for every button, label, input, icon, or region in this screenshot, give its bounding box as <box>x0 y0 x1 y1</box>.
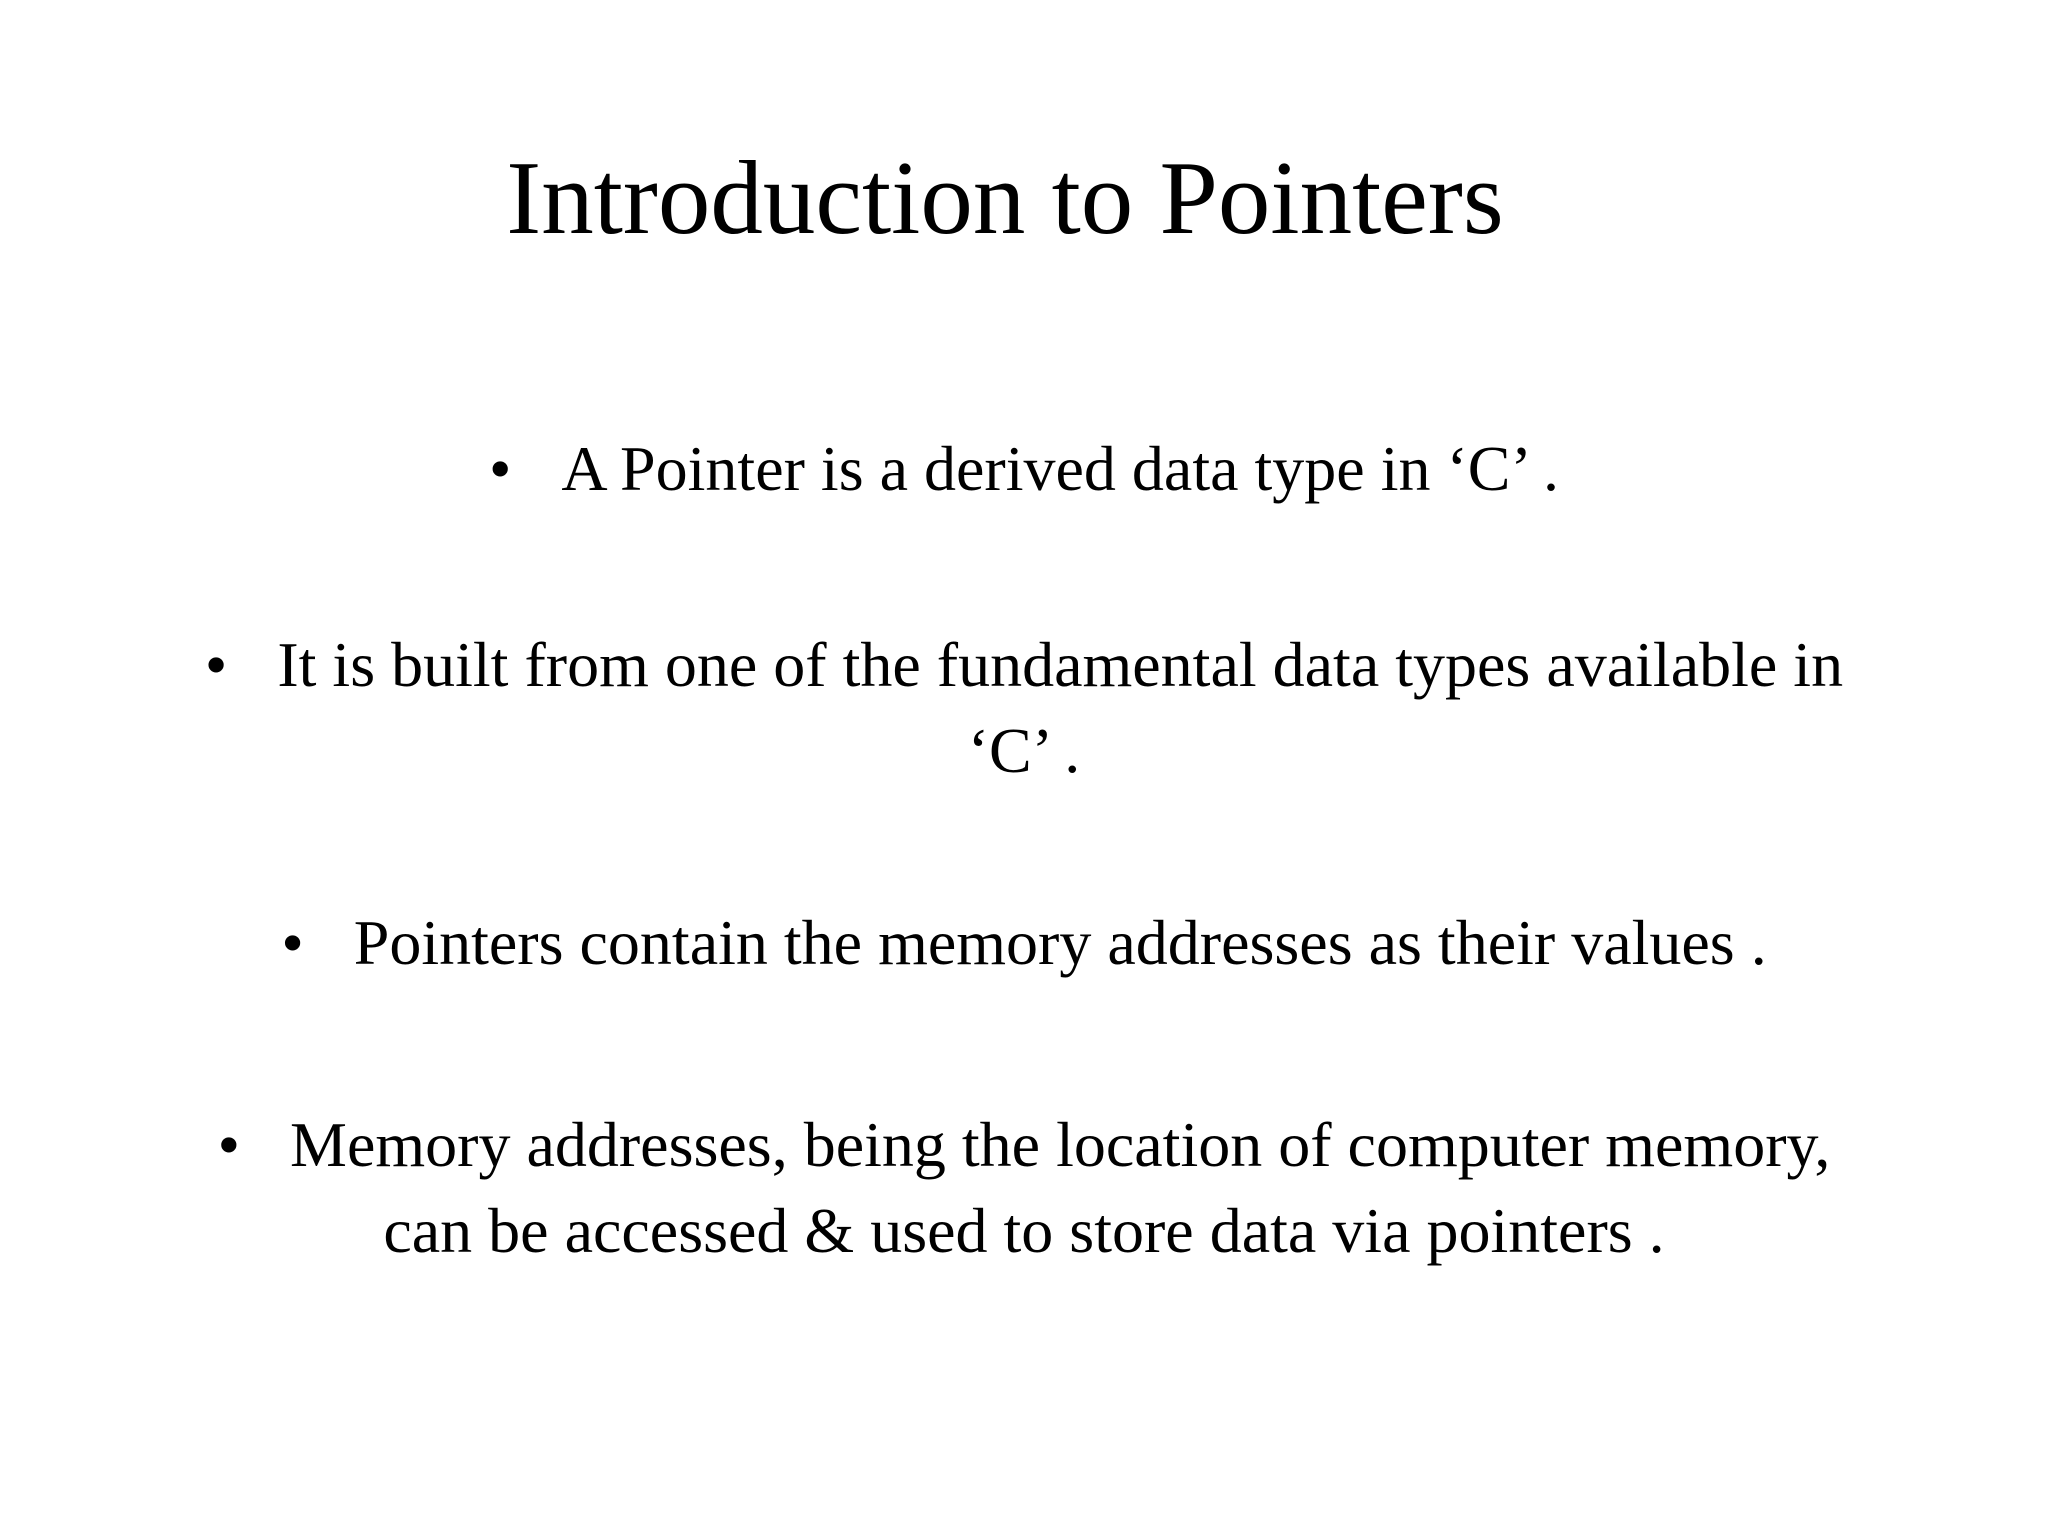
bullet-line <box>281 907 1766 978</box>
bullet-text: It is built from one of the fundamental data types available in <box>277 629 1844 700</box>
bullet-item-fundamental-types <box>0 622 2048 794</box>
bullet-icon: • <box>204 629 228 700</box>
bullet-icon: • <box>217 1109 241 1180</box>
bullet-icon: • <box>488 433 512 504</box>
bullet-item-derived-type <box>0 426 2048 512</box>
bullet-line <box>489 433 1559 504</box>
bullet-text: A Pointer is a derived data type in ‘C’ . <box>561 433 1560 504</box>
bullet-text: Memory addresses, being the location of computer memory, <box>290 1109 1831 1180</box>
bullet-item-access-via-pointers <box>0 1102 2048 1274</box>
bullet-line <box>205 629 1843 700</box>
bullet-text-continuation: ‘C’ . <box>967 715 1081 786</box>
bullet-text-continuation: can be accessed & used to store data via pointers . <box>383 1195 1665 1266</box>
slide-title: Introduction to Pointers <box>506 139 1504 256</box>
bullet-icon: • <box>281 907 304 978</box>
bullet-text: Pointers contain the memory addresses as their values . <box>353 907 1767 978</box>
bullet-item-memory-addresses <box>0 900 2048 986</box>
bullet-line <box>218 1109 1831 1180</box>
